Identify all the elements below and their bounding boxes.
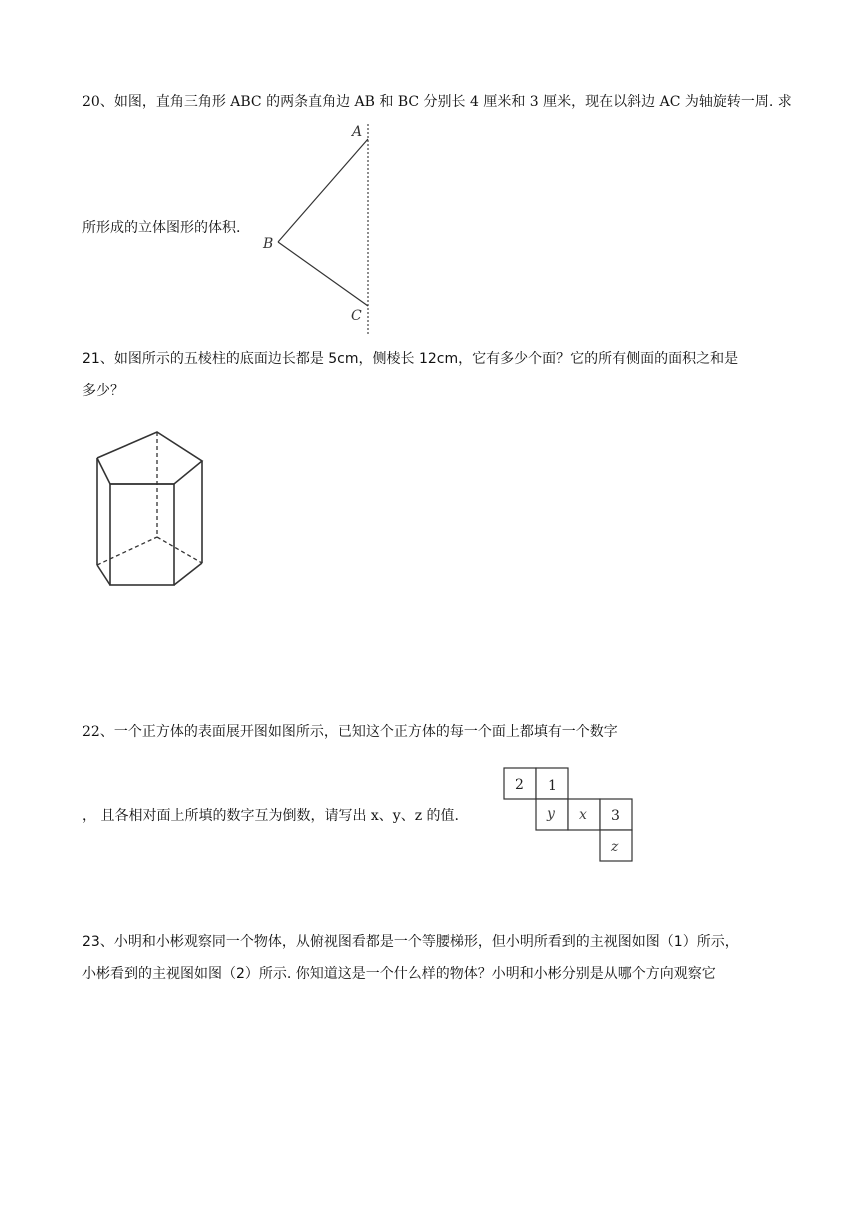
q23-text-line1: 23、小明和小彬观察同一个物体，从俯视图看都是一个等腰梯形，但小明所看到的主视图如图（1）所示， bbox=[82, 934, 739, 950]
net-label-z: z bbox=[611, 839, 619, 855]
prism-hidden-bottom-left bbox=[97, 537, 157, 565]
q22-text-line1: 22、一个正方体的表面展开图如图所示，已知这个正方体的每一个面上都填有一个数字 bbox=[82, 724, 618, 740]
net-label-1: 1 bbox=[548, 778, 557, 794]
q20-text-line1: 20、如图，直角三角形 ABC 的两条直角边 AB 和 BC 分别长 4 厘米和 3 厘米，现在以斜边 AC 为轴旋转一周. 求 bbox=[82, 94, 792, 110]
prism-hidden-bottom-right bbox=[157, 537, 202, 563]
net-label-3: 3 bbox=[611, 808, 620, 824]
q22-text-line2: ， 且各相对面上所填的数字互为倒数，请写出 x、y、z 的值. bbox=[82, 808, 459, 824]
q20-text-line2: 所形成的立体图形的体积. bbox=[82, 220, 241, 236]
net-label-x: x bbox=[579, 807, 587, 823]
prism-front-face bbox=[110, 484, 174, 585]
vertex-c-label: C bbox=[351, 308, 362, 324]
q21-text-line2: 多少？ bbox=[82, 383, 124, 399]
q21-pentagonal-prism-figure bbox=[90, 426, 210, 591]
side-bc bbox=[278, 242, 368, 306]
q22-cube-net-figure bbox=[503, 767, 635, 863]
prism-bottom-right-edge bbox=[174, 563, 202, 585]
q21-text-line1: 21、如图所示的五棱柱的底面边长都是 5cm，侧棱长 12cm，它有多少个面？它的所有侧面的面积之和是 bbox=[82, 351, 739, 367]
vertex-b-label: B bbox=[263, 236, 274, 252]
prism-top-face bbox=[97, 432, 202, 484]
side-ab bbox=[278, 139, 368, 242]
net-label-2: 2 bbox=[515, 777, 524, 793]
q20-triangle-figure bbox=[255, 118, 385, 340]
prism-bottom-left-edge bbox=[97, 565, 110, 585]
vertex-a-label: A bbox=[352, 124, 363, 140]
q23-text-line2: 小彬看到的主视图如图（2）所示. 你知道这是一个什么样的物体？小明和小彬分别是从哪个方向观察它 bbox=[82, 966, 716, 982]
net-label-y: y bbox=[547, 806, 555, 822]
